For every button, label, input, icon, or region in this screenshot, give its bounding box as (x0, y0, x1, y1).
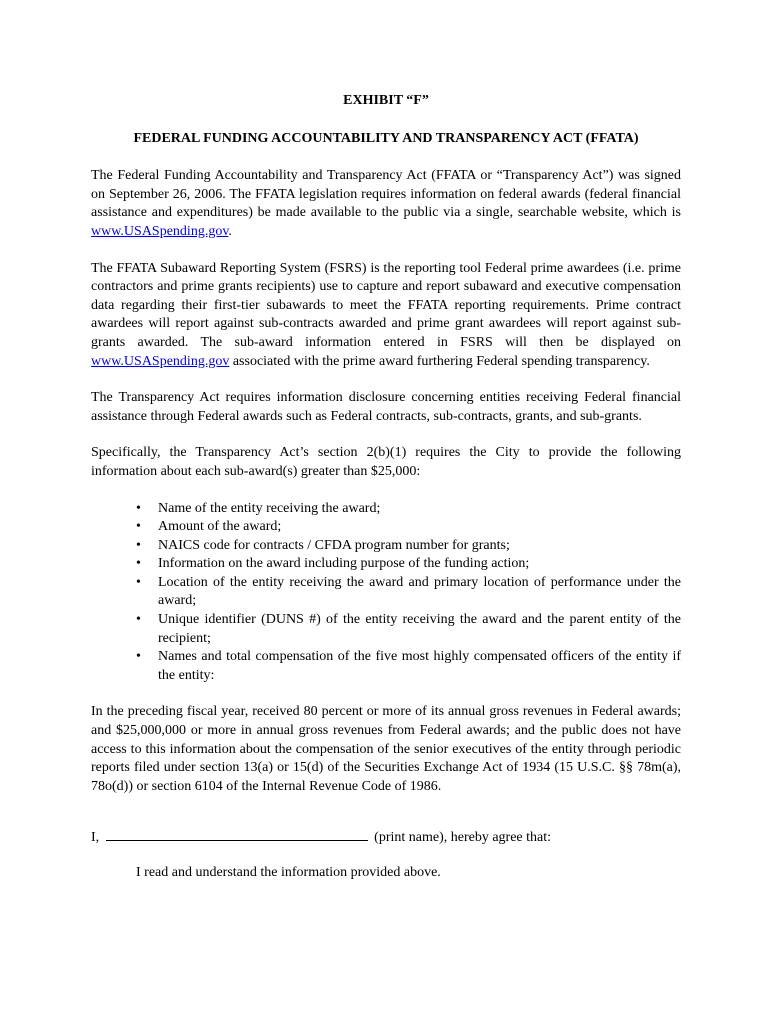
paragraph-fsrs (91, 260, 681, 372)
document-page (91, 92, 681, 883)
list-item (136, 611, 681, 648)
usaspending-link[interactable]: www.USASpending.gov (91, 353, 230, 369)
list-item-text: Name of the entity receiving the award; (158, 500, 381, 516)
print-name-field[interactable] (106, 826, 368, 841)
paragraph-requirements: Specifically, the Transparency Act’s section 2(b)(1) requires the City to provide the following information about each sub-award(s) greater than $25,000: (91, 445, 681, 479)
paragraph-disclosure: The Transparency Act requires information disclosure concerning entities receiving Federal financial assistance through Federal awards such as Federal contracts, sub-contracts, grants, and sub-grants. (91, 390, 681, 424)
paragraph-ffata-intro (91, 167, 681, 241)
list-item (136, 537, 681, 556)
list-item (136, 518, 681, 537)
list-item (136, 648, 681, 685)
bullet-icon: • (136, 519, 141, 535)
list-item-text: Information on the award including purpose of the funding action; (158, 556, 530, 572)
list-item-text: NAICS code for contracts / CFDA program number for grants; (158, 537, 510, 553)
paragraph-text: The FFATA Subaward Reporting System (FSRS) is the reporting tool Federal prime awardees (i.e. prime contractors and prime grants recipients) use to capture and report subaward and executive compensation data regarding their first-tier subawards to meet the FFATA reporting requirements. Prime contract awardees will report against sub-contracts awarded and prime grant awardees will report against sub-grants awarded. The sub-award information entered in FSRS will then be displayed on (91, 260, 681, 350)
usaspending-link[interactable]: www.USASpending.gov (91, 223, 229, 239)
act-title: FEDERAL FUNDING ACCOUNTABILITY AND TRANSPARENCY ACT (FFATA) (133, 130, 639, 146)
list-item-text: Names and total compensation of the five most highly compensated officers of the entity if the entity: (158, 649, 681, 683)
paragraph-compensation-conditions: In the preceding fiscal year, received 80 percent or more of its annual gross revenues in Federal awards; and $25,000,000 or more in annual gross revenues from Federal awards; and the public does not have access to this information about the compensation of the senior executives of the entity through periodic reports filed under section 13(a) or 15(d) of the Securities Exchange Act of 1934 (15 U.S.C. §§ 78m(a), 78o(d)) or section 6104 of the Internal Revenue Code of 1986. (91, 704, 681, 794)
bullet-icon: • (136, 649, 141, 665)
bullet-icon: • (136, 500, 141, 516)
paragraph-text: associated with the prime award furthering Federal spending transparency. (229, 353, 650, 369)
signature-line (91, 826, 681, 848)
bullet-icon: • (136, 612, 141, 628)
paragraph-text: The Federal Funding Accountability and Transparency Act (FFATA or “Transparency Act”) was signed on September 26, 2006. The FFATA legislation requires information on federal awards (federal financial assistance and expenditures) be made available to the public via a single, searchable website, which is (91, 168, 681, 221)
exhibit-title: EXHIBIT “F” (343, 93, 429, 108)
list-item (136, 574, 681, 611)
list-item-text: Amount of the award; (158, 519, 282, 535)
list-item-text: Location of the entity receiving the award and primary location of performance under the award; (158, 574, 681, 609)
bullet-icon: • (136, 537, 141, 553)
list-item (136, 555, 681, 574)
list-item (136, 500, 681, 519)
paragraph-text: . (228, 223, 232, 239)
list-item-text: Unique identifier (DUNS #) of the entity receiving the award and the parent entity of the recipient; (158, 612, 681, 646)
sign-prefix: I, (91, 830, 100, 846)
bullet-icon: • (136, 574, 141, 590)
sign-suffix: (print name), hereby agree that: (374, 830, 552, 846)
requirements-list (91, 500, 681, 686)
bullet-icon: • (136, 556, 141, 572)
agreement-statement: I read and understand the information provided above. (136, 865, 441, 880)
